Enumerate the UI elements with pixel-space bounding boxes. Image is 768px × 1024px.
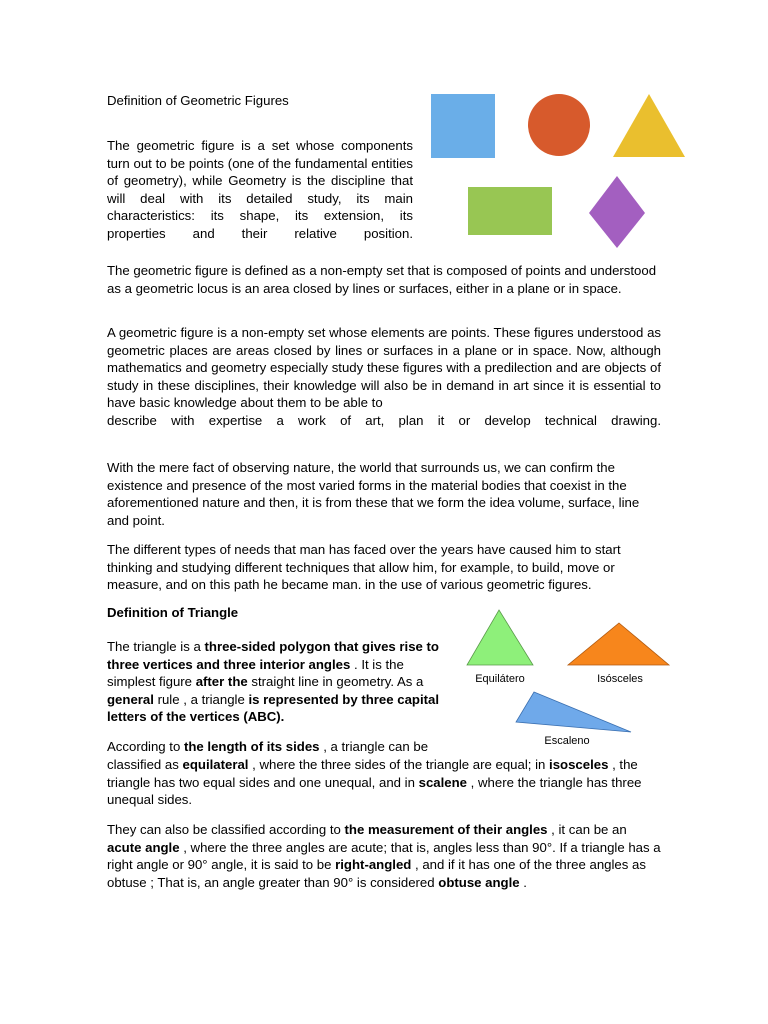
- bold-run: the length of its sides: [183, 739, 320, 754]
- text-run: , where the three sides of the triangle are equal; in: [248, 757, 550, 772]
- paragraph-needs: The different types of needs that man has faced over the years have caused him to start thinking and studying different techniques that allow him, for example, to build, move or measure, and on this path he became man. in the use of various geometric figures.: [107, 542, 621, 593]
- bold-run: three-sided polygon that gives rise to three vertices and three interior angles: [107, 639, 439, 672]
- text-run: , a triangle can be: [319, 739, 429, 754]
- paragraph-sides: [107, 756, 661, 809]
- bold-run: the measurement of their angles: [344, 822, 548, 837]
- text-run: , where the triangle has three unequal sides.: [107, 774, 642, 808]
- bold-run: right-angled: [335, 857, 412, 873]
- bold-run: acute angle: [107, 839, 180, 855]
- bold-run: is represented by three capital letters of the vertices (ABC).: [107, 691, 440, 725]
- text-run: rule , a triangle: [153, 691, 249, 707]
- paragraph-triangle-definition: [107, 638, 442, 726]
- square-shape: [431, 94, 495, 158]
- bold-run: isosceles: [549, 757, 609, 772]
- scalene-label: Escaleno: [544, 735, 590, 747]
- paragraph-intro: The geometric figure is a set whose components turn out to be points (one of the fundamental entities of geometry), while Geometry is the discipline that will deal with its detailed study, its main characteristics: its shape, its extension, its properties and their relative position.: [107, 138, 413, 241]
- text-run: classified as: [107, 757, 183, 772]
- triangle-types-illustration: [462, 605, 676, 750]
- paragraph-geometric-places-main: A geometric figure is a non-empty set whose elements are points. These figures understood as geometric places are areas closed by lines or surfaces in a plane or in space. Now, although mathematics and geometry especially study these figures with a predilection and are objects of study in these disciplines, their knowledge will also be in demand in art since it is essential to have basic knowledge about them to be able to: [107, 325, 661, 411]
- circle-shape: [528, 94, 590, 156]
- bold-run: general: [107, 691, 154, 707]
- page-title: Definition of Geometric Figures: [107, 93, 289, 108]
- isosceles-label: Isósceles: [597, 673, 643, 685]
- text-run: , it can be an: [547, 822, 627, 837]
- isosceles-triangle: [568, 623, 669, 665]
- bold-run: after the: [195, 674, 248, 690]
- text-run: The triangle is a: [107, 639, 205, 654]
- text-run: According to: [107, 739, 184, 754]
- paragraph-nature: With the mere fact of observing nature, the world that surrounds us, we can confirm the existence and presence of the most varied forms in the material bodies that coexist in the aforementioned nature and then, it is from these that we form the idea volume, surface, line and point.: [107, 460, 640, 528]
- text-run: , the triangle has two equal sides and one unequal, and in: [107, 757, 638, 790]
- equilateral-label: Equilátero: [475, 673, 525, 685]
- text-run: straight line in geometry. As a: [247, 674, 424, 690]
- bold-run: scalene: [418, 774, 468, 790]
- scalene-triangle: [516, 692, 631, 732]
- paragraph-sides-line1: [107, 738, 447, 756]
- text-run: .: [519, 874, 527, 890]
- triangle-heading: Definition of Triangle: [107, 605, 239, 620]
- paragraph-geometric-places-end: describe with expertise a work of art, plan it or develop technical drawing.: [107, 412, 661, 428]
- rectangle-shape: [468, 187, 552, 235]
- geometric-figures-illustration: [426, 91, 692, 248]
- bold-run: equilateral: [182, 757, 249, 772]
- text-run: . It is the simplest figure: [107, 656, 404, 690]
- paragraph-angles: [107, 821, 661, 891]
- text-run: , and if it has one of the three angles as obtuse ; That is, an angle greater than 90° is considered: [107, 857, 646, 890]
- text-run: , where the three angles are acute; that is, angles less than 90°. If a triangle has a right angle or 90° angle, it is said to be: [107, 839, 661, 873]
- text-run: They can also be classified according to: [107, 822, 345, 837]
- bold-run: obtuse angle: [438, 874, 520, 890]
- equilateral-triangle: [467, 610, 533, 665]
- paragraph-geometric-places: [107, 324, 661, 430]
- paragraph-definition: The geometric figure is defined as a non-empty set that is composed of points and understood as a geometric locus is an area closed by lines or surfaces, either in a plane or in space.: [107, 263, 657, 296]
